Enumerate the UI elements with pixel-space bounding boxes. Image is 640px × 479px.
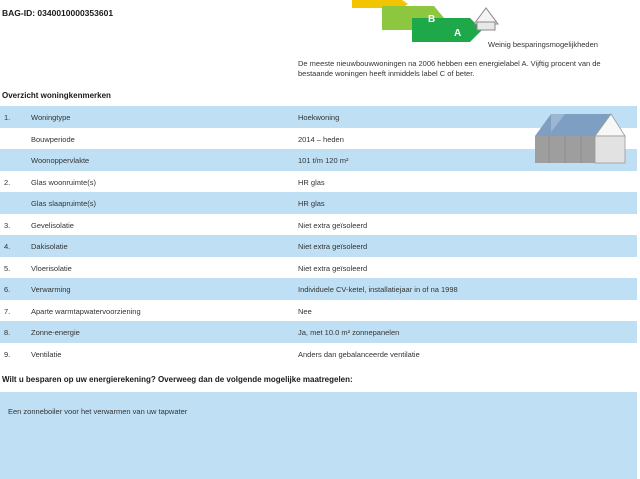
table-row	[0, 278, 637, 300]
energy-label-letter-b: B	[428, 14, 436, 25]
row-name: Woonoppervlakte	[31, 156, 90, 165]
row-name: Aparte warmtapwatervoorziening	[31, 306, 141, 316]
row-number: 3.	[4, 220, 11, 230]
row-value: Nee	[298, 306, 312, 316]
row-name: Glas woonruimte(s)	[31, 177, 97, 187]
intro-text: De meeste nieuwbouwwoningen na 2006 hebben een energielabel A. Vijftig procent van de bestaande woningen heeft inmiddels label C of beter.	[298, 59, 601, 78]
row-number: 1.	[4, 113, 11, 122]
measures-question: Wilt u besparen op uw energierekening? Overweeg dan de volgende mogelijke maatregelen:	[2, 375, 353, 384]
row-name: Woningtype	[31, 113, 71, 122]
row-number: 8.	[4, 328, 11, 337]
corner-house-icon	[531, 108, 627, 166]
row-number: 7.	[4, 306, 11, 316]
row-name: Bouwperiode	[31, 134, 75, 144]
row-name: Dakisolatie	[31, 242, 68, 251]
list-item: Een zonneboiler voor het verwarmen van uw tapwater	[8, 407, 188, 416]
section-title: Overzicht woningkenmerken	[2, 91, 111, 100]
table-row	[0, 343, 637, 365]
row-value: Niet extra geïsoleerd	[298, 263, 368, 273]
energy-label-letter-a: A	[454, 28, 462, 39]
row-name: Vloerisolatie	[31, 263, 72, 273]
row-value: Niet extra geïsoleerd	[298, 220, 368, 230]
row-number: 5.	[4, 263, 11, 273]
table-row	[0, 214, 637, 236]
table-row	[0, 171, 637, 193]
table-row	[0, 321, 637, 343]
row-name: Glas slaapruimte(s)	[31, 199, 97, 208]
energy-label-graphic	[352, 0, 502, 44]
bag-id: BAG-ID: 0340010000353601	[2, 8, 114, 18]
row-number: 6.	[4, 285, 11, 294]
table-row	[0, 192, 637, 214]
row-name: Zonne-energie	[31, 328, 80, 337]
row-value: HR glas	[298, 177, 325, 187]
table-row	[0, 300, 637, 322]
row-value: 101 t/m 120 m²	[298, 156, 349, 165]
row-value: Anders dan gebalanceerde ventilatie	[298, 349, 420, 359]
table-row	[0, 235, 637, 257]
row-number: 9.	[4, 349, 11, 359]
row-value: Ja, met 10.0 m² zonnepanelen	[298, 328, 400, 337]
energy-label-a-bar	[412, 18, 482, 42]
row-value: 2014 – heden	[298, 134, 344, 144]
table-row	[0, 257, 637, 279]
row-number: 2.	[4, 177, 11, 187]
measures-panel	[0, 392, 637, 479]
row-name: Gevelisolatie	[31, 220, 74, 230]
row-value: Niet extra geïsoleerd	[298, 242, 368, 251]
row-number: 4.	[4, 242, 11, 251]
row-value: HR glas	[298, 199, 325, 208]
row-name: Ventilatie	[31, 349, 62, 359]
energy-label-caption: Weinig besparingsmogelijkheden	[488, 40, 598, 49]
energy-label-house-icon	[474, 8, 498, 30]
row-name: Verwarming	[31, 285, 71, 294]
row-value: Individuele CV-ketel, installatiejaar in of na 1998	[298, 285, 458, 294]
row-value: Hoekwoning	[298, 113, 340, 122]
